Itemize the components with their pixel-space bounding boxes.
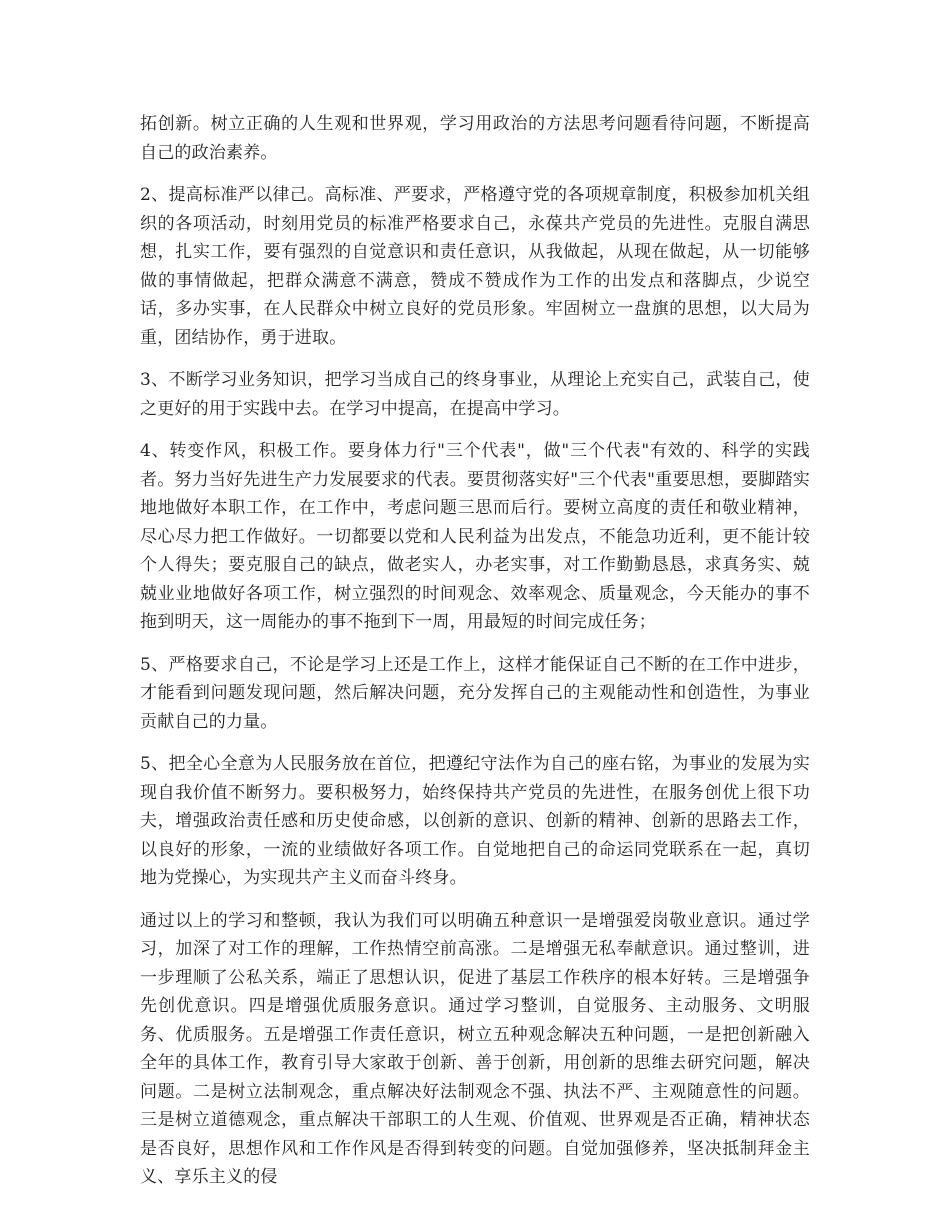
paragraph-5: 5、严格要求自己，不论是学习上还是工作上，这样才能保证自己不断的在工作中进步，才能看到问题发现问题，然后解决问题，充分发挥自己的主观能动性和创造性，为事业贡献自己的力量。 xyxy=(140,654,810,732)
paragraph-7: 通过以上的学习和整顿，我认为我们可以明确五种意识一是增强爱岗敬业意识。通过学习，加深了对工作的理解，工作热情空前高涨。二是增强无私奉献意识。通过整训，进一步理顺了公私关系，端正了思想认识，促进了基层工作秩序的根本好转。三是增强争先创优意识。四是增强优质服务意识。通过学习整训，自觉服务、主动服务、文明服务、优质服务。五是增强工作责任意识，树立五种观念解决五种问题，一是把创新融入全年的具体工作，教育引导大家敢于创新、善于创新，用创新的思维去研究问题，解决问题。二是树立法制观念，重点解决好法制观念不强、执法不严、主观随意性的问题。三是树立道德观念，重点解决干部职工的人生观、价值观、世界观是否正确，精神状态是否良好，思想作风和工作作风是否得到转变的问题。自觉加强修养，坚决抵制拜金主义、享乐主义的侵 xyxy=(140,910,810,1187)
paragraph-1: 拓创新。树立正确的人生观和世界观，学习用政治的方法思考问题看待问题，不断提高自己的政治素养。 xyxy=(140,114,810,163)
paragraph-6: 5、把全心全意为人民服务放在首位，把遵纪守法作为自己的座右铭，为事业的发展为实现自我价值不断努力。要积极努力，始终保持共产党员的先进性，在服务创优上很下功夫，增强政治责任感和历史使命感，以创新的意识、创新的精神、创新的思路去工作，以良好的形象，一流的业绩做好各项工作。自觉地把自己的命运同党联系在一起，真切地为党操心，为实现共产主义而奋斗终身。 xyxy=(140,754,810,888)
paragraph-4: 4、转变作风，积极工作。要身体力行"三个代表"，做"三个代表"有效的、科学的实践者。努力当好先进生产力发展要求的代表。要贯彻落实好"三个代表"重要思想，要脚踏实地地做好本职工作，在工作中，考虑问题三思而后行。要树立高度的责任和敬业精神，尽心尽力把工作做好。一切都要以党和人民利益为出发点，不能急功近利，更不能计较个人得失；要克服自己的缺点，做老实人，办老实事，对工作勤勤恳恳，求真务实、兢兢业业地做好各项工作，树立强烈的时间观念、效率观念、质量观念，今天能办的事不拖到明天，这一周能办的事不拖到下一周，用最短的时间完成任务； xyxy=(140,441,810,632)
document-page xyxy=(140,110,810,1206)
paragraph-3: 3、不断学习业务知识，把学习当成自己的终身事业，从理论上充实自己，武装自己，使之更好的用于实践中去。在学习中提高，在提高中学习。 xyxy=(140,370,810,419)
paragraph-2: 2、提高标准严以律己。高标准、严要求，严格遵守党的各项规章制度，积极参加机关组织的各项活动，时刻用党员的标准严格要求自己，永葆共产党员的先进性。克服自满思想，扎实工作，要有强烈的自觉意识和责任意识，从我做起，从现在做起，从一切能够做的事情做起，把群众满意不满意，赞成不赞成作为工作的出发点和落脚点，少说空话，多办实事，在人民群众中树立良好的党员形象。牢固树立一盘旗的思想，以大局为重，团结协作，勇于进取。 xyxy=(140,185,810,348)
